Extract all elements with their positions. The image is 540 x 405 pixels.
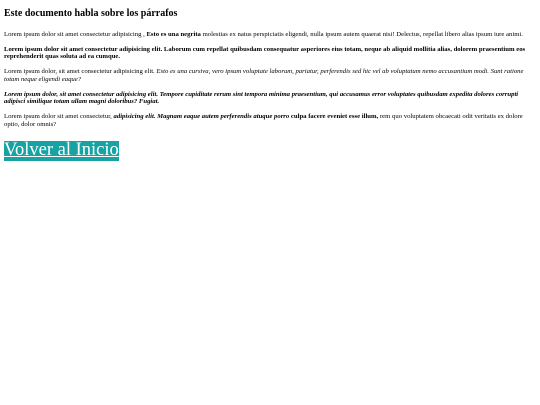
paragraph-1 (4, 31, 536, 39)
paragraph-1-text: Lorem ipsum dolor sit amet consectetur adipisicing , (4, 31, 147, 38)
back-home-link[interactable]: Volver al Inicio (4, 140, 119, 161)
paragraph-5-bold: culpa facere eveniet esse illum, (290, 112, 379, 120)
document-page (0, 0, 540, 161)
paragraph-5-tail: rem quo voluptatem obcaecati odit veritatis ex dolore optio, dolor omnis? (4, 112, 523, 128)
page-title: Este documento habla sobre los párrafos (4, 8, 178, 19)
paragraph-3-text: Lorem ipsum dolor, sit amet consectetur adipisicing elit. (4, 68, 157, 76)
paragraph-5-text: Lorem ipsum dolor sit amet consectetur, (4, 112, 114, 120)
paragraph-5-bold-italic: adipisicing elit. Magnam eaque autem perferendis atuque porro (113, 112, 290, 120)
paragraph-4-bold-italic: Lorem ipsum dolor, sit amet consectetur adipisicing elit. Tempore cupiditate rerum sint tempora minima praesentium, qui accusamus error voluptates quibusdam expedita dolores corrupti adipisci similique totam ullam magni doloribus? Fugiat. (4, 90, 519, 106)
paragraph-5 (4, 113, 536, 128)
paragraph-2-bold: Lorem ipsum dolor sit amet consectetur adipisicing elit. Laborum cum repellat quibusdam consequatur asperiores eius totam, neque ab aliquid mollitia alias, dolorem praesentium eos reprehenderit quas soluta ad ea cumque. (4, 45, 526, 61)
paragraph-1-tail: molestias ex natus perspiciatis eligendi, nulla ipsum autem quaerat nisi! Delectus, repellat libero alias ipsum iure animi. (200, 31, 523, 38)
paragraph-3 (4, 68, 536, 83)
paragraph-1-bold: Esto es una negrita (146, 31, 201, 38)
paragraph-3-italic: Esto es una cursiva, vero ipsum voluptate laborum, pariatur, perferendis sed hic vel ab voluptatum nemo accusantium modi. Sunt ratione totam neque eligendi eaque? (4, 68, 524, 83)
